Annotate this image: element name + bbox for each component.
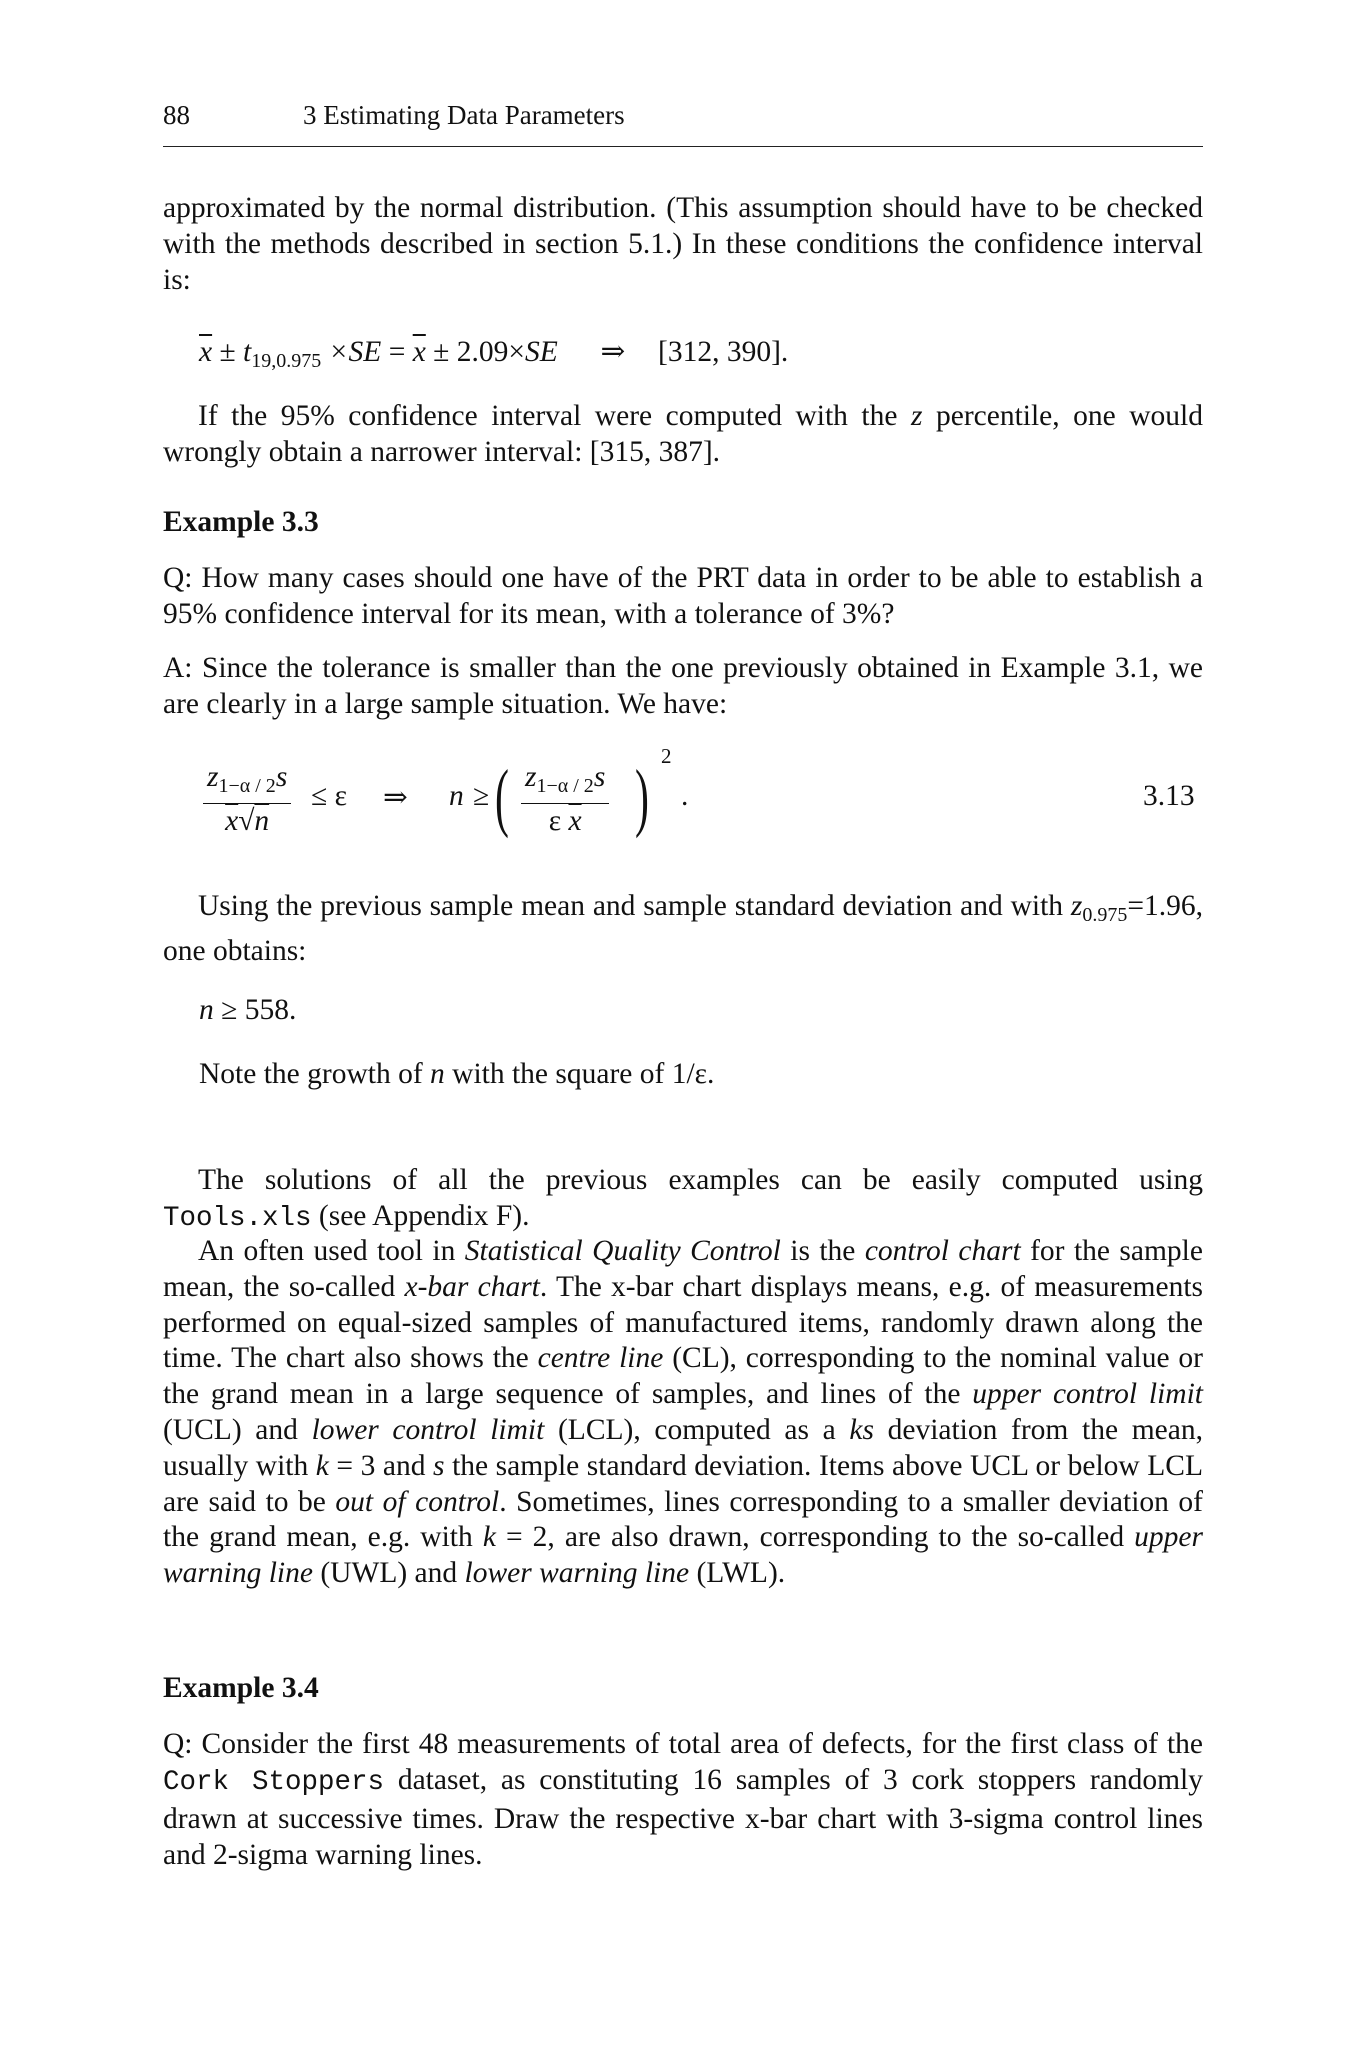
eq313-sqrt: √ xyxy=(238,805,255,837)
paragraph-using xyxy=(163,888,1203,969)
result-n-var: n xyxy=(199,994,214,1026)
equation-number: 3.13 xyxy=(1143,780,1195,812)
control-chart-run-0: An often used tool in xyxy=(198,1235,465,1267)
tools-text-a: The solutions of all the previous examples can be easily computed using xyxy=(198,1164,1203,1196)
example-3-3-question-text: Q: How many cases should one have of the PRT data in order to be able to establish a 95% confidence interval for its mean, with a tolerance of 3%? xyxy=(163,562,1203,630)
note-growth xyxy=(199,1058,714,1091)
control-chart-run-17: s xyxy=(433,1449,445,1482)
eq1-equals: = xyxy=(388,336,406,368)
control-chart-run-11: lower control limit xyxy=(311,1413,545,1446)
eq313-paren-right: ) xyxy=(635,755,649,839)
example-3-3-title: Example 3.3 xyxy=(163,506,319,538)
tools-text-b: (see Appendix F). xyxy=(318,1200,530,1232)
eq1-implies-arrow: ⇒ xyxy=(600,336,626,368)
page-number: 88 xyxy=(163,100,190,130)
eq313-eps: ε xyxy=(548,805,562,837)
eq313-s: s xyxy=(275,761,288,793)
eq313-period: . xyxy=(681,780,689,812)
chapter-title: 3 Estimating Data Parameters xyxy=(303,100,625,130)
control-chart-run-15: k xyxy=(315,1449,329,1482)
control-chart-run-8: (CL), corresponding to the nominal value or the grand mean in a large sequence of samples, and lines of the xyxy=(163,1342,1203,1411)
eq1-t-sub: 19,0.975 xyxy=(251,350,322,372)
control-chart-run-25: lower warning line xyxy=(464,1557,690,1590)
note-text-b: with the square of 1/ε. xyxy=(452,1058,715,1090)
eq313-n: n xyxy=(254,805,270,837)
control-chart-run-4: for the sample mean, the so-called xyxy=(163,1235,1203,1303)
control-chart-run-24: (UWL) and xyxy=(312,1557,465,1590)
paragraph-z-percentile xyxy=(163,398,1203,470)
note-text-a: Note the growth of xyxy=(199,1058,423,1090)
eq1-plusminus: ± xyxy=(219,336,236,368)
control-chart-run-18: the sample standard deviation. Items above UCL or below LCL are said to be xyxy=(163,1449,1203,1518)
para2-text-b: percentile, one would wrongly obtain a narrower interval: [315, 387]. xyxy=(163,400,1204,468)
eq313-leq-eps: ≤ ε xyxy=(311,780,347,812)
equation-3-13 xyxy=(203,744,1203,870)
eq313-xbar-2: $\overline{x}$ xyxy=(568,805,582,837)
eq313-fraction-left xyxy=(203,760,291,838)
eq1-xbar-2: $\overline{x}$ xyxy=(412,336,426,368)
control-chart-run-1: Statistical Quality Control xyxy=(464,1235,781,1267)
note-n: n xyxy=(430,1058,445,1090)
tools-filename: Tools.xls xyxy=(163,1203,312,1234)
paragraph-tools-text xyxy=(163,1162,1203,1237)
example-3-3-answer-text: A: Since the tolerance is smaller than the one previously obtained in Example 3.1, we are clearly in a large sample situation. We have: xyxy=(163,652,1203,720)
paragraph-using-text xyxy=(163,888,1203,969)
example-3-4-title: Example 3.4 xyxy=(163,1672,319,1704)
para2-z: z xyxy=(910,400,923,432)
control-chart-run-26: (LWL). xyxy=(689,1557,786,1590)
control-chart-run-20: . Sometimes, lines corresponding to a smaller deviation of the grand mean, e.g. with xyxy=(163,1485,1203,1554)
ex34-text-a: Q: Consider the first 48 measurements of total area of defects, for the first class of the xyxy=(163,1728,1203,1760)
paragraph-intro xyxy=(163,190,1203,298)
eq313-z-sub-2: 1−α / 2 xyxy=(536,775,594,797)
control-chart-run-3: control chart xyxy=(864,1235,1021,1267)
eq313-z-2: z xyxy=(525,761,537,793)
example-3-3-answer xyxy=(163,650,1203,722)
eq313-fraction-right xyxy=(521,760,609,838)
eq313-s-2: s xyxy=(593,761,606,793)
ex34-text-b: dataset, as constituting 16 samples of 3 cork stoppers randomly drawn at successive times. Draw the respective x-bar chart with 3-sigma control lines and 2-sigma warning lines. xyxy=(163,1764,1203,1871)
eq313-paren-left: ( xyxy=(495,755,509,839)
control-chart-run-9: upper control limit xyxy=(972,1378,1203,1411)
paragraph-control-chart xyxy=(163,1234,1203,1592)
control-chart-run-21: k xyxy=(482,1521,496,1554)
control-chart-run-13: ks xyxy=(849,1413,874,1446)
result-n xyxy=(199,994,296,1027)
eq313-xbar: $\overline{x}$ xyxy=(225,805,239,837)
eq313-implies-arrow: ⇒ xyxy=(383,782,408,814)
control-chart-run-22: = 2, are also drawn, corresponding to the so-called xyxy=(495,1521,1135,1554)
control-chart-run-16: = 3 and xyxy=(328,1449,434,1482)
eq1-xbar: $\overline{x}$ xyxy=(199,336,213,368)
paragraph-control-chart-text xyxy=(163,1234,1203,1592)
eq313-z-sub: 1−α / 2 xyxy=(218,775,276,797)
control-chart-run-14: deviation from the mean, usually with xyxy=(163,1413,1203,1482)
control-chart-run-10: (UCL) and xyxy=(163,1413,312,1446)
control-chart-run-5: x-bar chart xyxy=(404,1270,540,1303)
paragraph-intro-text: approximated by the normal distribution. (This assumption should have to be checked with the methods described in section 5.1.) In these conditions the confidence interval is: xyxy=(163,192,1203,296)
result-n-value: ≥ 558. xyxy=(221,994,297,1026)
eq1-pm-value: ± 2.09× xyxy=(433,336,525,368)
para2-text-a: If the 95% confidence interval were computed with the xyxy=(198,400,898,432)
using-z: z xyxy=(1070,890,1083,922)
control-chart-run-19: out of control xyxy=(335,1485,500,1518)
eq313-geq: ≥ xyxy=(473,780,490,812)
control-chart-run-2: is the xyxy=(780,1235,865,1267)
eq313-n-var: n xyxy=(449,780,464,812)
eq1-t: t xyxy=(243,336,252,368)
eq1-times-se: ×SE xyxy=(328,336,382,368)
using-z-sub: 0.975 xyxy=(1082,904,1128,926)
eq1-interval: [312, 390]. xyxy=(658,336,789,368)
equation-confidence-interval xyxy=(199,334,788,373)
control-chart-run-6: . The x-bar chart displays means, e.g. of measurements performed on equal-sized samples of manufactured items, randomly drawn along the time. The chart also shows the xyxy=(163,1270,1203,1375)
example-3-4-question-text xyxy=(163,1726,1203,1873)
control-chart-run-23: upper warning line xyxy=(163,1521,1203,1590)
example-3-3-question xyxy=(163,560,1203,632)
paragraph-z-text xyxy=(163,398,1203,470)
example-3-4-question xyxy=(163,1726,1203,1873)
running-header xyxy=(163,100,1203,147)
eq313-exponent: 2 xyxy=(661,744,672,768)
using-text-a: Using the previous sample mean and sample standard deviation and with xyxy=(198,890,1064,922)
control-chart-run-7: centre line xyxy=(537,1342,664,1375)
control-chart-run-12: (LCL), computed as a xyxy=(544,1413,850,1446)
ex34-dataset-name: Cork Stoppers xyxy=(163,1767,384,1798)
eq1-se: SE xyxy=(525,336,558,368)
eq313-z: z xyxy=(207,761,219,793)
using-text-b: =1.96, one obtains: xyxy=(163,890,1203,967)
paragraph-tools xyxy=(163,1162,1203,1237)
